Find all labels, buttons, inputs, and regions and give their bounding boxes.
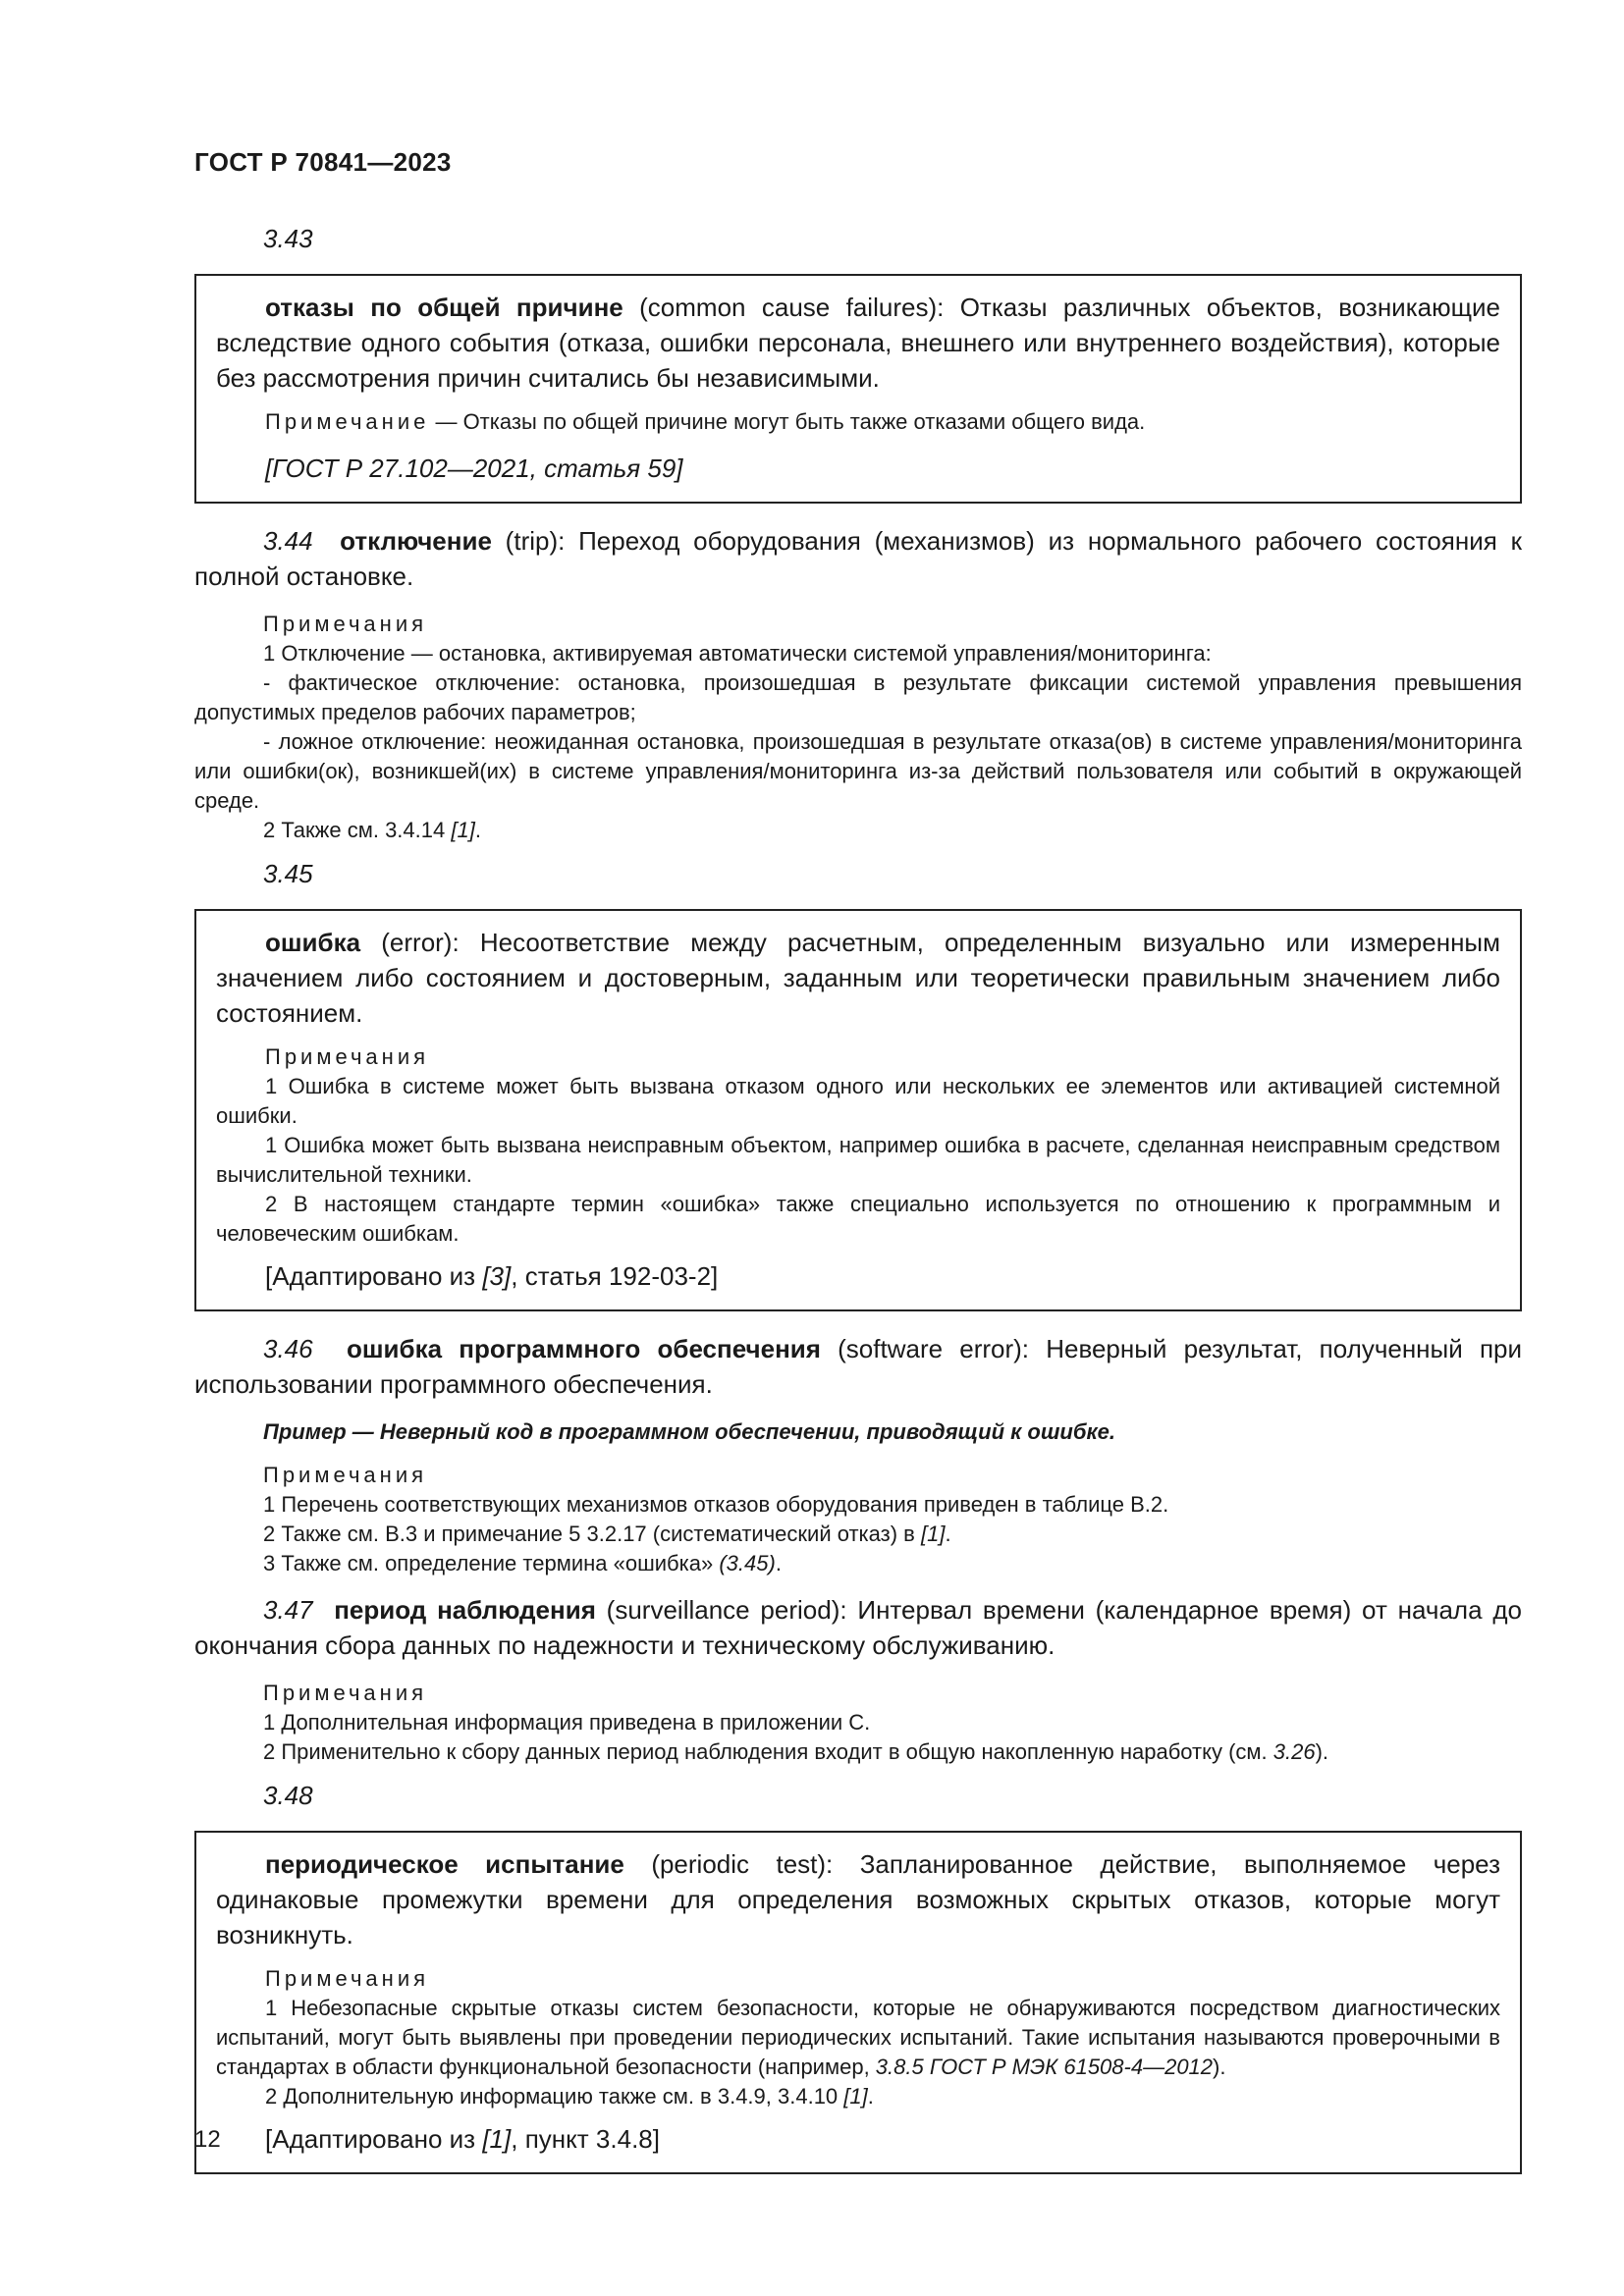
term-box-3-43 <box>194 274 1522 504</box>
notes-title: Примечания <box>265 1966 430 1991</box>
note-text: . <box>775 1551 782 1575</box>
reference: [1] <box>920 1522 946 1546</box>
entry-number: 3.43 <box>263 224 313 253</box>
term-box-3-45 <box>194 909 1522 1311</box>
entry-number: 3.48 <box>263 1781 313 1810</box>
definition <box>216 925 1500 1031</box>
note-text: 3 Также см. определение термина «ошибка» <box>263 1551 720 1575</box>
term: период наблюдения <box>334 1595 596 1625</box>
entry-number: 3.47 <box>263 1595 313 1625</box>
note-text: ). <box>1213 2055 1226 2079</box>
note-text: 2 Дополнительную информацию также см. в 3.4.9, 3.4.10 <box>265 2084 844 2109</box>
reference: [1] <box>451 818 475 842</box>
definition-text: (trip): Переход оборудования (механизмов) из нормального рабочего состояния к полной остановке. <box>194 526 1522 591</box>
definition-text: (error): Несоответствие между расчетным, определенным визуально или измеренным значением либо состоянием и достоверным, заданным или теоретически правильным значением либо состоянием. <box>216 928 1500 1028</box>
note-text: 2 Применительно к сбору данных период наблюдения входит в общую накопленную наработку (см. <box>263 1739 1273 1764</box>
note-text: 1 Небезопасные скрытые отказы систем безопасности, которые не обнаруживаются посредством диагностических испытаний, могут быть выявлены при проведении периодических испытаний. Такие испытания называются проверочными в стандартах в области функциональной безопасности (например, <box>216 1996 1500 2079</box>
notes-3-46 <box>194 1461 1522 1578</box>
source-text: , статья 192-03-2] <box>511 1261 719 1291</box>
note-text: . <box>945 1522 951 1546</box>
note-item: 1 Перечень соответствующих механизмов отказов оборудования приведен в таблице В.2. <box>263 1492 1169 1517</box>
definition-text: (software error): Неверный результат, полученный при использовании программного обеспечения. <box>194 1334 1523 1399</box>
definition-text: (periodic test): Запланированное действие, выполняемое через одинаковые промежутки времени для определения возможных скрытых отказов, которые могут возникнуть. <box>216 1849 1500 1949</box>
note-item <box>194 816 1522 845</box>
reference: (3.45) <box>719 1551 776 1575</box>
notes-title: Примечания <box>265 1044 430 1069</box>
note-item: 1 Дополнительная информация приведена в приложении С. <box>263 1710 871 1735</box>
note-text: 2 Также см. В.3 и примечание 5 3.2.17 (систематический отказ) в <box>263 1522 921 1546</box>
note-item: 2 В настоящем стандарте термин «ошибка» также специально используется по отношению к программным и человеческим ошибкам. <box>216 1192 1500 1246</box>
source-reference <box>216 2121 1500 2157</box>
reference: [1] <box>482 2124 512 2154</box>
notes-3-44 <box>194 610 1522 845</box>
definition <box>216 290 1500 396</box>
source-text: [Адаптировано из <box>265 1261 483 1291</box>
term: периодическое испытание <box>265 1849 624 1879</box>
note-item <box>216 2082 1500 2111</box>
definition-3-44 <box>194 523 1522 594</box>
notes-3-47 <box>194 1679 1522 1767</box>
note-item: 1 Отключение — остановка, активируемая автоматически системой управления/мониторинга: <box>263 641 1212 666</box>
source-reference <box>216 1258 1500 1294</box>
reference: 3.8.5 ГОСТ Р МЭК 61508-4—2012 <box>875 2055 1214 2079</box>
definition-text: (surveillance period): Интервал времени (календарное время) от начала до окончания сбора данных по надежности и техническому обслуживанию. <box>194 1595 1522 1660</box>
term: ошибка программного обеспечения <box>347 1334 821 1363</box>
notes-title: Примечания <box>263 1681 428 1705</box>
entry-number: 3.46 <box>263 1334 313 1363</box>
note-text: 2 Также см. 3.4.14 <box>263 818 452 842</box>
note-text: ). <box>1315 1739 1329 1764</box>
term: ошибка <box>265 928 361 957</box>
definition-3-47 <box>194 1592 1522 1663</box>
notes-title: Примечания <box>263 612 428 636</box>
note-item <box>194 1520 1522 1549</box>
note-text: . <box>867 2084 874 2109</box>
note-item <box>194 1549 1522 1578</box>
term-box-3-48 <box>194 1831 1522 2174</box>
note-text: . <box>474 818 481 842</box>
page-number: 12 <box>194 2126 221 2153</box>
definition-3-46 <box>194 1331 1522 1402</box>
document-header: ГОСТ Р 70841—2023 <box>194 147 452 177</box>
entry-number: 3.45 <box>263 859 313 888</box>
note-text: — Отказы по общей причине могут быть также отказами общего вида. <box>429 409 1146 434</box>
term: отключение <box>340 526 492 556</box>
notes-title: Примечания <box>263 1463 428 1487</box>
source-reference: [ГОСТ Р 27.102—2021, статья 59] <box>265 454 683 483</box>
note-item: - фактическое отключение: остановка, произошедшая в результате фиксации системой управления превышения допустимых пределов рабочих параметров; <box>194 670 1522 724</box>
entry-number: 3.44 <box>263 526 313 556</box>
definition-text: (common cause failures): Отказы различных объектов, возникающие вследствие одного события (отказа, ошибки персонала, внешнего или внутреннего воздействия), которые без рассмотрения причин считались бы независимыми. <box>216 293 1500 393</box>
reference: 3.26 <box>1272 1739 1316 1764</box>
note-item <box>216 1994 1500 2082</box>
note-item: - ложное отключение: неожиданная остановка, произошедшая в результате отказа(ов) в системе управления/мониторинга или ошибки(ок), возникшей(их) в системе управления/мониторинга из-за действий пользователя или событий в окружающей среде. <box>194 729 1522 813</box>
note-item <box>194 1737 1522 1767</box>
note-item: 1 Ошибка в системе может быть вызвана отказом одного или нескольких ее элементов или активацией системной ошибки. <box>216 1074 1500 1128</box>
source-text: , пункт 3.4.8] <box>511 2124 660 2154</box>
example: Пример — Неверный код в программном обеспечении, приводящий к ошибке. <box>263 1419 1115 1444</box>
note-item: 1 Ошибка может быть вызвана неисправным объектом, например ошибка в расчете, сделанная неисправным средством вычислительной техники. <box>216 1133 1500 1187</box>
term: отказы по общей причине <box>265 293 623 322</box>
reference: [3] <box>482 1261 512 1291</box>
definition <box>216 1846 1500 1952</box>
reference: [1] <box>843 2084 868 2109</box>
source-text: [Адаптировано из <box>265 2124 483 2154</box>
page-content <box>194 224 1522 2194</box>
note-label: Примечание <box>265 409 430 434</box>
note <box>216 407 1500 437</box>
